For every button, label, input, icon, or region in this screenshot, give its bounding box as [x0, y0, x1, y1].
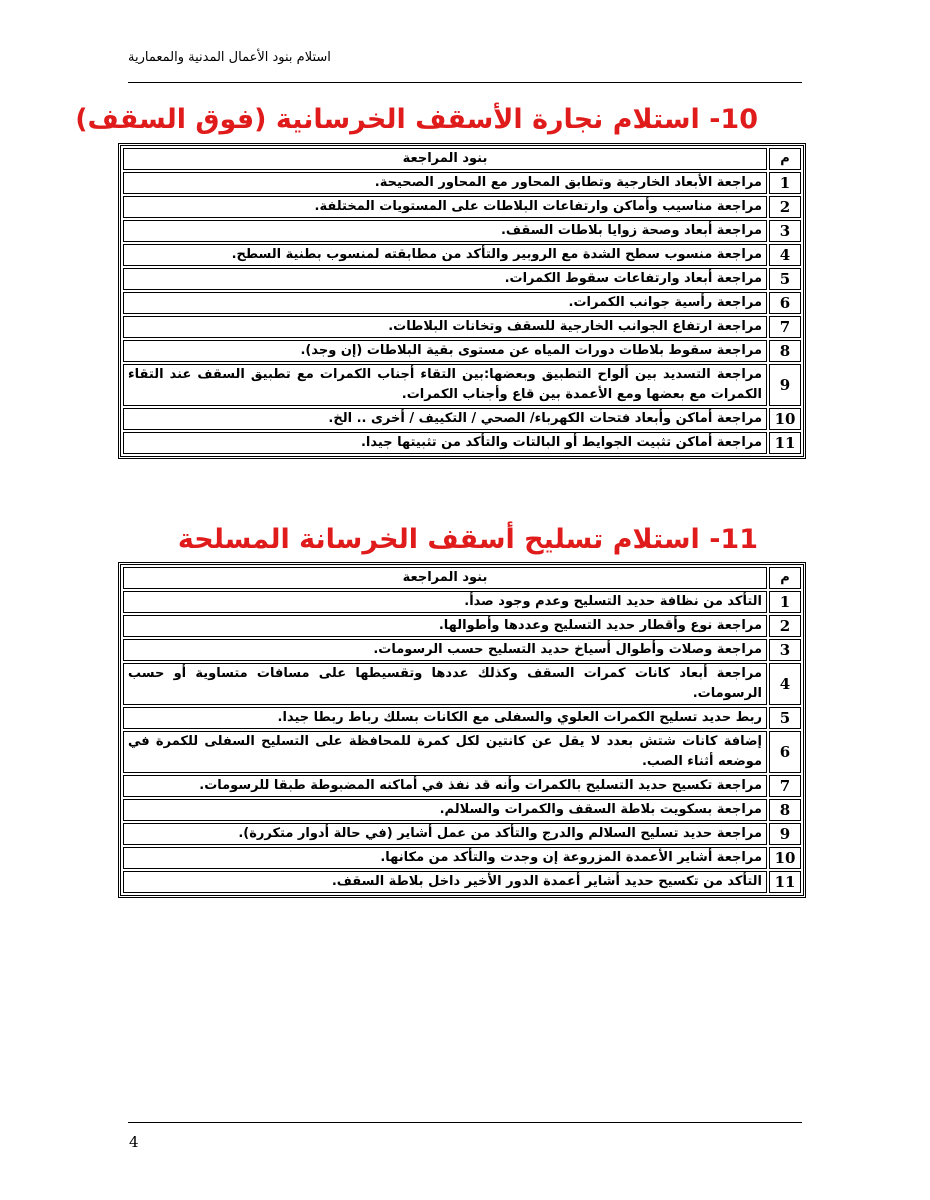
table-row [123, 432, 801, 454]
row-number: 3 [769, 639, 801, 661]
row-number: 11 [769, 432, 801, 454]
row-number: 2 [769, 196, 801, 218]
table-row [123, 799, 801, 821]
row-text: مراجعة رأسية جوانب الكمرات. [123, 292, 767, 314]
row-number: 2 [769, 615, 801, 637]
footer-divider [128, 1122, 802, 1123]
row-number: 9 [769, 823, 801, 845]
table-header-row [123, 567, 801, 589]
table-row [123, 707, 801, 729]
table-row [123, 244, 801, 266]
row-number: 7 [769, 316, 801, 338]
table-row [123, 268, 801, 290]
table-header-row [123, 148, 801, 170]
table-row [123, 823, 801, 845]
page-number: 4 [129, 1133, 139, 1151]
row-text: مراجعة مناسيب وأماكن وارتفاعات البلاطات على المستويات المختلفة. [123, 196, 767, 218]
row-text: مراجعة نوع وأقطار حديد التسليح وعددها وأطوالها. [123, 615, 767, 637]
row-number: 10 [769, 408, 801, 430]
row-number: 4 [769, 663, 801, 705]
table-row [123, 292, 801, 314]
row-text: مراجعة أبعاد وصحة زوايا بلاطات السقف. [123, 220, 767, 242]
row-number: 4 [769, 244, 801, 266]
table-row [123, 591, 801, 613]
row-text: مراجعة الأبعاد الخارجية وتطابق المحاور مع المحاور الصحيحة. [123, 172, 767, 194]
row-text: مراجعة تكسيح حديد التسليح بالكمرات وأنه قد نفذ في أماكنه المضبوطة طبقا للرسومات. [123, 775, 767, 797]
row-text: مراجعة سقوط بلاطات دورات المياه عن مستوى بقية البلاطات (إن وجد). [123, 340, 767, 362]
section-10-table [118, 143, 806, 459]
row-text: مراجعة أبعاد كانات كمرات السقف وكذلك عددها وتقسيطها على مسافات متساوية أو حسب الرسومات. [123, 663, 767, 705]
row-text: مراجعة ارتفاع الجوانب الخارجية للسقف وتخانات البلاطات. [123, 316, 767, 338]
col-num-header: م [769, 148, 801, 170]
table-row [123, 663, 801, 705]
row-number: 6 [769, 292, 801, 314]
table-row [123, 220, 801, 242]
row-number: 9 [769, 364, 801, 406]
row-number: 5 [769, 268, 801, 290]
row-text: التأكد من نظافة حديد التسليح وعدم وجود صدأ. [123, 591, 767, 613]
row-number: 8 [769, 340, 801, 362]
row-number: 1 [769, 591, 801, 613]
col-items-header: بنود المراجعة [123, 567, 767, 589]
row-text: إضافة كانات شتش بعدد لا يقل عن كانتين لكل كمرة للمحافظة على التسليح السفلى للكمرة في موضعه أثناء الصب. [123, 731, 767, 773]
row-number: 11 [769, 871, 801, 893]
row-number: 3 [769, 220, 801, 242]
table-row [123, 731, 801, 773]
header-divider [128, 82, 802, 83]
section-11-table [118, 562, 806, 898]
table-row [123, 639, 801, 661]
table-row [123, 340, 801, 362]
row-text: مراجعة حديد تسليح السلالم والدرج والتأكد من عمل أشاير (في حالة أدوار متكررة). [123, 823, 767, 845]
row-text: مراجعة أماكن وأبعاد فتحات الكهرباء/ الصحي / التكييف / أخرى .. الخ. [123, 408, 767, 430]
row-text: مراجعة منسوب سطح الشدة مع الروبير والتأكد من مطابقته لمنسوب بطنية السطح. [123, 244, 767, 266]
row-text: مراجعة أماكن تثبيت الجوايط أو البالتات والتأكد من تثبيتها جيدا. [123, 432, 767, 454]
table-row [123, 775, 801, 797]
running-header: استلام بنود الأعمال المدنية والمعمارية [128, 50, 331, 65]
row-text: مراجعة التسديد بين ألواح التطبيق وبعضها:بين التقاء أجناب الكمرات مع تطبيق السقف عند التقاء الكمرات مع بعضها ومع الأعمدة بين قاع وأجناب الكمرات. [123, 364, 767, 406]
table-row [123, 172, 801, 194]
section-11-title: 11- استلام تسليح أسقف الخرسانة المسلحة [177, 524, 758, 555]
col-items-header: بنود المراجعة [123, 148, 767, 170]
row-text: ربط حديد تسليح الكمرات العلوي والسفلى مع الكانات بسلك رباط ربطا جيدا. [123, 707, 767, 729]
row-text: مراجعة بسكويت بلاطة السقف والكمرات والسلالم. [123, 799, 767, 821]
row-text: مراجعة أبعاد وارتفاعات سقوط الكمرات. [123, 268, 767, 290]
row-number: 8 [769, 799, 801, 821]
row-number: 10 [769, 847, 801, 869]
row-text: مراجعة أشاير الأعمدة المزروعة إن وجدت والتأكد من مكانها. [123, 847, 767, 869]
row-text: التأكد من تكسيح حديد أشاير أعمدة الدور الأخير داخل بلاطة السقف. [123, 871, 767, 893]
table-row [123, 847, 801, 869]
row-number: 5 [769, 707, 801, 729]
row-number: 7 [769, 775, 801, 797]
row-text: مراجعة وصلات وأطوال أسياخ حديد التسليح حسب الرسومات. [123, 639, 767, 661]
table-row [123, 196, 801, 218]
table-row [123, 316, 801, 338]
section-10-title: 10- استلام نجارة الأسقف الخرسانية (فوق السقف) [75, 104, 758, 135]
col-num-header: م [769, 567, 801, 589]
table-row [123, 408, 801, 430]
row-number: 6 [769, 731, 801, 773]
row-number: 1 [769, 172, 801, 194]
table-row [123, 615, 801, 637]
table-row [123, 871, 801, 893]
table-row [123, 364, 801, 406]
